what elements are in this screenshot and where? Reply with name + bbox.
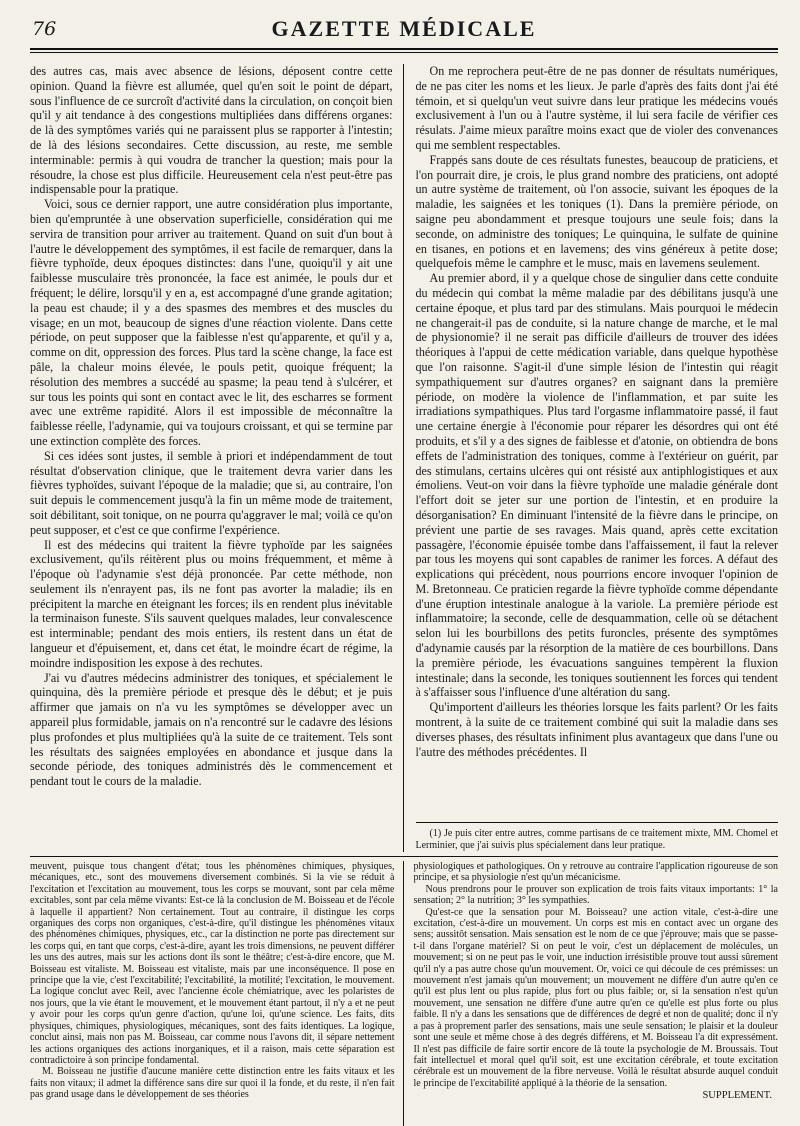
right-column xyxy=(404,64,779,852)
main-article xyxy=(30,64,778,852)
journal-title: GAZETTE MÉDICALE xyxy=(271,16,537,41)
supplement-right-column xyxy=(404,861,779,1126)
left-column xyxy=(30,64,404,852)
right-column-text xyxy=(416,64,779,818)
footnote-rule xyxy=(416,822,779,823)
page-header xyxy=(30,14,778,50)
paragraph: Qu'est-ce que la sensation pour M. Boisseau? une action vitale, c'est-à-dire une excitation, c'est-à-dire un mouvement. Un corps est mis en contact avec un organe des sens; aussitôt sensation. Mais sensation est le nom de ce que j'éprouve; mais que se passe-t-il dans l'organe matériel? Si on peut le voir, c'est un déplacement de molécules, un mouvement; si on ne peut pas le voir, une induction irrésistible prouve tout aussi sûrement qu'il n'y a pas autre chose qu'un mouvement. Or, voici ce qui découle de ces prémisses: un mouvement n'est jamais qu'un mouvement; un mouvement ne diffère d'un autre qu'en ce qu'il est plus lent ou plus rapide, plus fort ou plus faible; or, si la sensation n'est qu'un mouvement, une sensation ne diffère d'une autre qu'en ce qu'elle est plus forte ou plus faible. Il n'y a dans les sensations que de différences de degré et non de qualité; donc il n'y a pas à proprement parler des sensations, mais une seule sensation; le plaisir et la douleur sont une seule et même chose à des degrés différens, et M. Boisseau l'a dit expressément. Il n'est pas difficile de faire sortir encore de là toute la psychologie de M. Broussais. Tout fait intellectuel et moral quel qu'il soit, est une excitation cérébrale, et toute excitation cérébrale est un mouvement de la fibre nerveuse. Voilà le résultat absurde auquel conduit le principe de l'excitabilité appliqué à la théorie de la sensation. xyxy=(413,906,778,1089)
paragraph: M. Boisseau ne justifie d'aucune manière cette distinction entre les faits vitaux et les faits non vitaux; il admet la différence sans dire sur quoi il la fonde, et du reste, il n'en fait pas grand usage dans le développement de ses théories xyxy=(30,1066,395,1101)
paragraph: Qu'importent d'ailleurs les théories lorsque les faits parlent? Or les faits montrent, à la suite de ce traitement combiné qui suit la maladie dans ses diverses phases, des résultats infiniment plus avantageux que dans l'une ou l'autre des méthodes précédentes. Il xyxy=(415,700,778,759)
paragraph: Si ces idées sont justes, il semble à priori et indépendamment de tout résultat d'observation clinique, que le traitement devra varier dans les fièvres typhoïdes, suivant l'époque de la maladie; que si, au contraire, l'on suit depuis le commencement jusqu'à la fin un même mode de traitement, soit débilitant, soit tonique, on ne pourra qu'aggraver le mal; voilà ce qu'on peut supposer, et c'est ce que confirme l'expérience. xyxy=(30,448,393,537)
page-number: 76 xyxy=(32,18,57,40)
footnote: (1) Je puis citer entre autres, comme partisans de ce traitement mixte, MM. Chomel et Lerminier, que j'ai suivis plus spécialement dans leur pratique. xyxy=(415,828,778,851)
paragraph: meuvent, puisque tous changent d'état; tous les phénomènes chimiques, physiques, mécaniques, etc., sont des mouvemens diversement combinés. Si la vie se réduit à l'excitation et l'excitation au mouvement, tous les corps se mouvant, sont par cela même excitables, sont par cela même vivants: Est-ce là la conclusion de M. Boisseau et de l'école à laquelle il appartient? Non certainement. Tout au contraire, il distingue les corps organiques des corps non organiques, c'est-à-dire, qu'il distingue les phénomènes vitaux des phénomènes chimiques, physiques, etc., car la distinction ne porte pas directement sur les corps qui, en tant que corps, c'est-à-dire, ayant les trois dimensions, ne peuvent différer les uns des autres, mais sur les actions dont ils sont le théâtre; c'est-à-dire encore, que M. Boisseau est vitaliste. M. Boisseau est vitaliste, mais par une inconséquence. Il pose en principe que la vie, c'est l'excitabilité; l'excitabilité, la motilité; l'excitation, le mouvement. La logique conclut avec Reil, avec l'ancienne école chémiatrique, avec les polaristes de nos jours, que la vie étant le mouvement, et le mouvement étant partout, il n'y a et ne peut y avoir pour les corps qu'un genre d'action, qu'une loi, qu'une science. Les faits, dits physiques, chimiques, physiologiques, mécaniques, sont des faits identiques. La logique, conclut ainsi, mais non pas M. Boisseau, car comme nous l'avons dit, il sépare nettement les actions organiques des actions inorganiques, et il a raison, mais cette séparation est contradictoire à son principe fondamental. xyxy=(30,861,395,1066)
paragraph: Au premier abord, il y a quelque chose de singulier dans cette conduite du médecin qui combat la même maladie par des débilitans jusqu'à une certaine époque, et plus tard par des stimulans. Mais pourquoi le médecin ne changerait-il pas de conduite, si la nature change de marche, et le mal de physionomie? il ne serait pas difficile d'ailleurs de trouver des idées théoriques à l'appui de cette médication variable, dans quelque hypothèse que l'on raisonne. S'agit-il d'une simple lésion de l'intestin qui réagit sympathiquement sur d'autres organes? en saignant dans la première période, on modère la violence de l'inflammation, et par suite les irradiations sympathiques. Plus tard l'orgasme inflammatoire passé, il faut une certaine énergie à l'économie pour réparer les désordres qui ont été produits, et s'il y a des signes de faiblesse et d'atonie, on obtiendra de bons effets de l'administration des toniques, comme à l'extérieur on guérit, par des stimulans, certains ulcères qui ont résisté aux antiphlogistiques et aux émoliens. Veut-on voir dans la fièvre typhoïde une maladie générale dont l'effort doit se jeter sur une portion de l'intestin, et en produire la désorganisation? En diminuant l'intensité de la fièvre dans le principe, on prévient une partie de ses ravages. Mais quand, après cette excitation passagère, l'économie épuisée tombe dans l'affaissement, il faut la relever par tous les moyens qui sont capables de ranimer les forces. A défaut des explications qui précèdent, nous pourrions encore invoquer l'opinion de M. Bretonneau. Ce praticien regarde la fièvre typhoïde comme dépendante d'une éruption intestinale analogue à la variole. La première période est inflammatoire; la seconde, celle de desquammation, celle où se détachent selon lui les bourbillons des petits furoncles, présente des symptômes d'adynamie causés par la résorption de la matière de ces bourbillons. Dans la première période, les évacuations sanguines tempèrent la fluxion intestinale; dans la seconde, les toniques soutiennent les forces qui tendent à s'affaisser sous l'influence d'une altération du sang. xyxy=(415,271,778,700)
signature: SUPPLEMENT. xyxy=(702,1090,772,1102)
paragraph: J'ai vu d'autres médecins administrer des toniques, et spécialement le quinquina, dès la première période et presque dès le début; et je puis affirmer que jamais on n'a vu les symptômes se développer avec un appareil plus formidable, jamais on n'a rencontré sur le cadavre des lésions plus profondes et plus multipliées qu'à la suite de ce traitement. Tels sont les résultats des saignées employées en abondance et jusque dans la seconde période, des toniques administrés dès le commencement et pendant tout le cours de la maladie. xyxy=(30,670,393,789)
paragraph: des autres cas, mais avec absence de lésions, déposent contre cette opinion. Quand la fièvre est allumée, quel qu'en soit le point de départ, sous l'influence de ce surcroît d'activité dans la circulation, on conçoit bien qu'il y ait tendance à des congestions multipliées dans différens organes: de là des symptômes variés qui ne paraissent plus se rapporter à l'intestin; de là des lésions secondaires. Cette discussion, au reste, me semble interminable: permis à qui voudra de trancher la question; mais pour la résoudre, la chose est plus difficile. Heureusement cela n'est peut-être pas indispensable pour la pratique. xyxy=(30,64,393,197)
paragraph: physiologiques et pathologiques. On y retrouve au contraire l'application rigoureuse de son principe, et sa physiologie n'est qu'un mécanicisme. xyxy=(413,861,778,884)
header-rule xyxy=(30,52,778,56)
paragraph: On me reprochera peut-être de ne pas donner de résultats numériques, de ne pas citer les noms et les lieux. Je parle d'après des faits dont j'ai été témoin, et si quelqu'un veut suivre dans leur pratique les médecins voués exclusivement à l'un ou à l'autre système, il lui sera facile de vérifier ces résulats. J'aime mieux paraître moins exact que de violer des convenances qui me semblent respectables. xyxy=(415,64,778,152)
paragraph: Il est des médecins qui traitent la fièvre typhoïde par les saignées exclusivement, qu'ils réitèrent plus ou moins fréquemment, et même à l'époque où l'adynamie s'est déjà prononcée. Par cette méthode, non seulement ils n'enrayent pas, ils ne font pas avorter la maladie; ils en précipitent la marche en éteignant les forces; ils en rendent plus inévitable la terminaison funeste. S'ils sauvent quelques malades, leur convalescence est interminable; pendant des mois entiers, ils restent dans un état de langueur et d'épuisement, et, dans cet état, le moindre écart de régime, la moindre indisposition les expose à des rechutes. xyxy=(30,537,393,670)
paragraph: Nous prendrons pour le prouver son explication de trois faits vitaux importants: 1° la sensation; 2° la nutrition; 3° les sympathies. xyxy=(413,883,778,907)
supplement-section xyxy=(30,857,778,1126)
supplement-left-column xyxy=(30,861,404,1126)
paragraph: Voici, sous ce dernier rapport, une autre considération plus importante, bien qu'empruntée à une observation superficielle, considération qui me servira de transition pour arriver au traitement. Quand on suit d'un bout à l'autre le développement des symptômes, il est facile de remarquer, dans la fièvre typhoïde, deux époques distinctes: dans l'une, quoiqu'il y ait une faiblesse musculaire très prononcée, la face est animée, le pouls dur et fréquent; le délire, lorsqu'il y en a, est accompagné d'une grande agitation; la peau est chaude; il y a des spasmes des membres et des muscles du visage; en un mot, beaucoup de signes d'une réaction violente. Dans cette période, on peut supposer que la faiblesse n'est qu'apparente, et qu'il y a, comme on dit, oppression des forces. Plus tard la scène change, la face est pâle, la chaleur moins élevée, le pouls petit, quoique fréquent; la résolution des membres a succédé au spasme; la peau tend à s'ulcérer, et sur tous les points qui sont en contact avec le lit, des escharres se forment avec une extrême rapidité. Alors il est impossible de méconnaître la faiblesse réelle, l'adynamie, qui va toujours croissant, et qui se termine par une extinction complète des forces. xyxy=(30,197,393,448)
paragraph: Frappés sans doute de ces résultats funestes, beaucoup de praticiens, et l'on pourrait dire, je crois, le plus grand nombre des praticiens, ont adopté un autre système de traitement, où l'on associe, suivant les époques de la maladie, les saignées et les toniques (1). Dans la première période, on saigne peu abondamment et presque toujours une seule fois; dans la seconde, on administre des toniques; Le quinquina, le sulfate de quinine en tisanes, en potions et en lavemens; des vins généreux à petite dose; quelquefois même le camphre et le musc, mais en lavemens seulement. xyxy=(415,152,778,271)
